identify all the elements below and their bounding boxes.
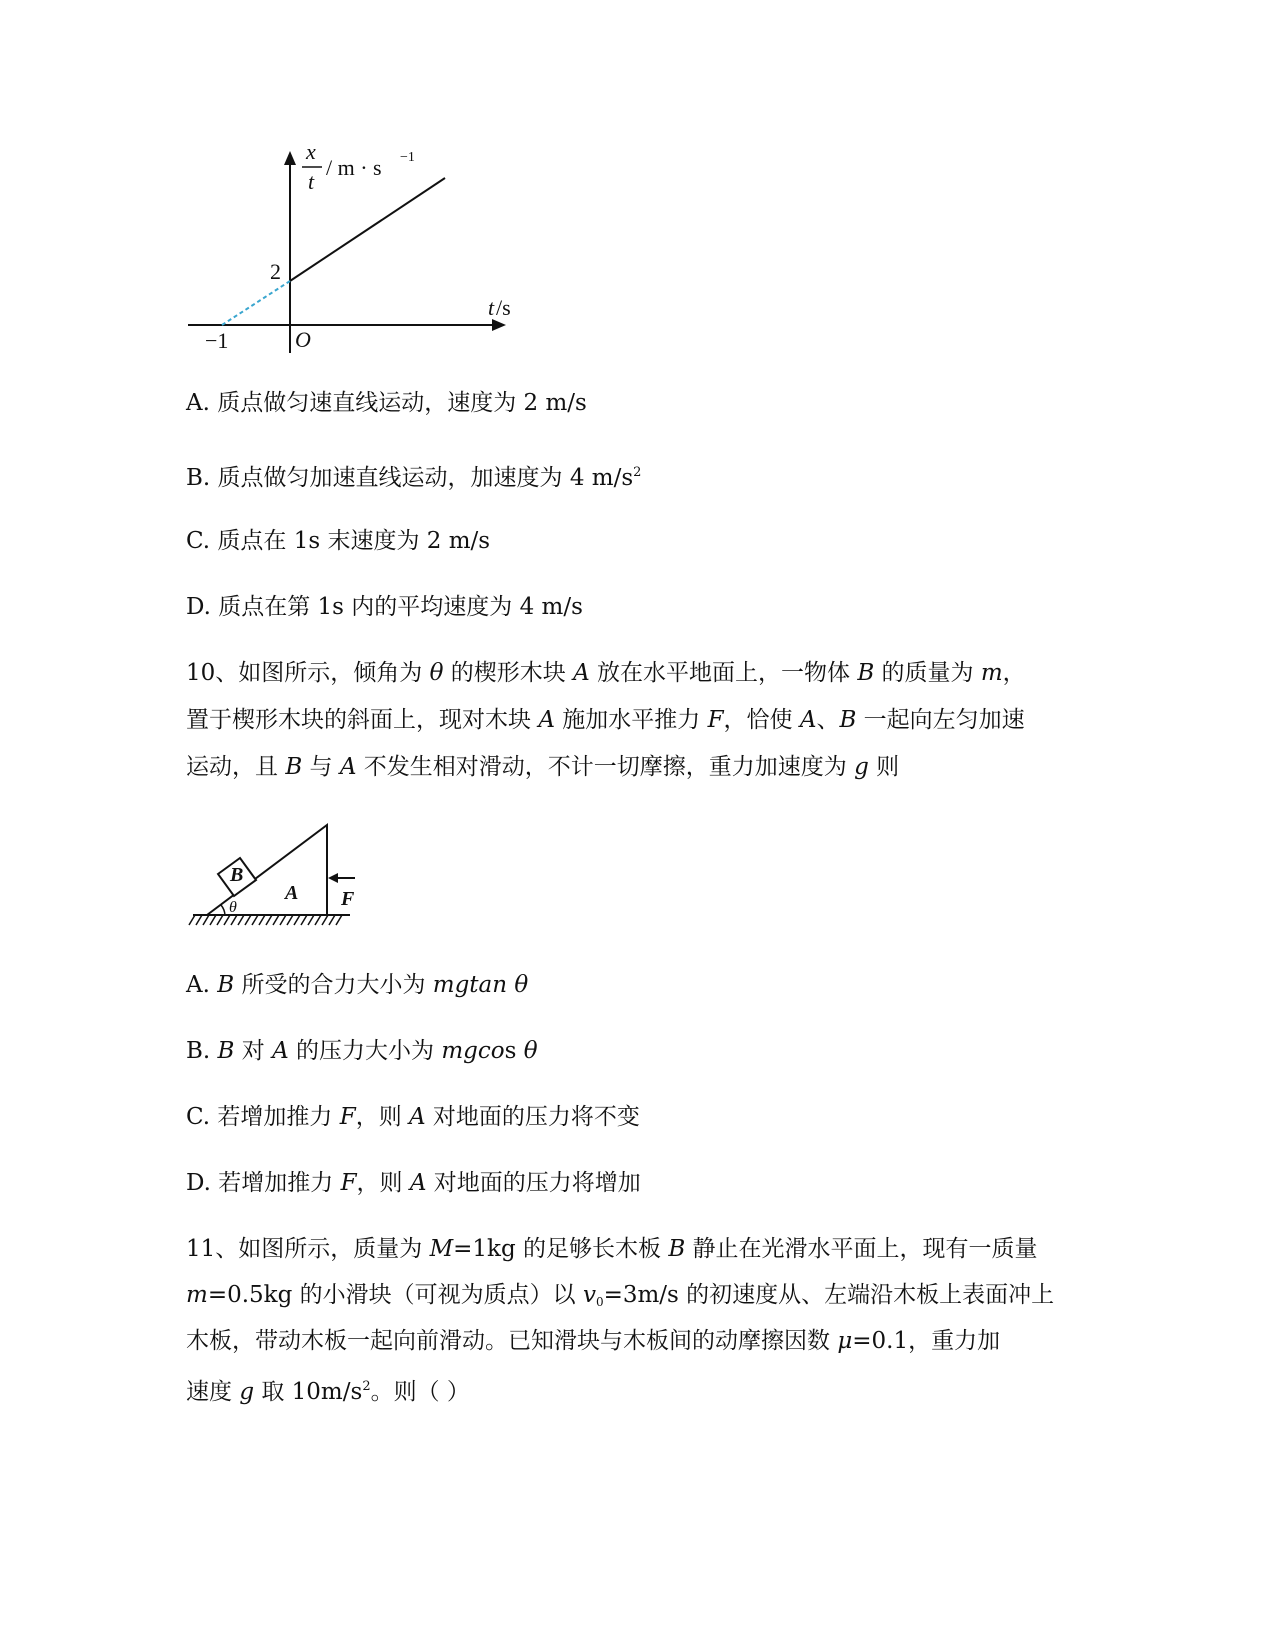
q10-opt-theta: θ [523, 1038, 538, 1064]
q11-stem-line-3 [186, 1326, 1000, 1356]
q11-text: 静止在光滑水平面上，现有一质量 [685, 1236, 1038, 1262]
t-axis-arrow [492, 319, 506, 331]
hatch-mark [196, 915, 202, 925]
q11-stem-line-2 [186, 1280, 1054, 1317]
q10-text: 则 [868, 754, 900, 780]
q10-var-a: A [538, 707, 555, 733]
x-label-t: t [488, 295, 495, 320]
q10-opt-var-b: B [217, 1038, 235, 1064]
tick-label-2: 2 [270, 259, 281, 284]
q11-var-v: v [582, 1282, 596, 1308]
q10-var-b: B [839, 707, 857, 733]
tick-label-minus-1: −1 [205, 328, 229, 353]
q10-text: 置于楔形木块的斜面上，现对木块 [186, 707, 539, 733]
q11-var-v-sub: 0 [595, 1295, 604, 1309]
hatch-mark [336, 915, 342, 925]
q10-text: ， [1002, 660, 1026, 686]
hatch-mark [301, 915, 307, 925]
q10-text: 运动，且 [186, 754, 286, 780]
q10-text: 的楔形木块 [443, 660, 574, 686]
q11-var-m-big: M [429, 1236, 454, 1262]
hatch-mark [224, 915, 230, 925]
hatch-mark [231, 915, 237, 925]
q10-var-f: F [707, 707, 724, 733]
y-label-denominator: t [308, 169, 315, 194]
q11-text: =0.1，重力加 [852, 1328, 1001, 1354]
label-b: B [230, 864, 244, 886]
label-theta: θ [229, 899, 237, 916]
wedge-block-figure [185, 815, 365, 940]
y-label-unit: / m · s [326, 155, 382, 180]
hatch-mark [287, 915, 293, 925]
q10-option-a [186, 970, 528, 1000]
hatch-mark [252, 915, 258, 925]
q10-opt-var-a: A [272, 1038, 289, 1064]
q11-text: =0.5kg 的小滑块（可视为质点）以 [207, 1282, 583, 1308]
q10-stem-line-3 [186, 752, 899, 782]
y-label-exponent: −1 [400, 150, 415, 165]
q10-var-a: A [339, 754, 357, 780]
q11-stem-line-1 [186, 1234, 1038, 1264]
q10-opt-text: A. [186, 972, 218, 998]
hatch-mark [315, 915, 321, 925]
q10-opt-text: ，则 [356, 1170, 410, 1196]
q11-var-m: m [186, 1282, 208, 1308]
hatch-mark [266, 915, 272, 925]
hatch-mark [245, 915, 251, 925]
q10-text: 一起向左匀加速 [856, 707, 1025, 733]
q10-text: ，恰使 [723, 707, 800, 733]
q9-option-a: A. 质点做匀速直线运动，速度为 2 m/s [186, 390, 587, 416]
q10-opt-var-a: A [409, 1104, 426, 1130]
q10-text: 与 [302, 754, 340, 780]
hatch-mark [322, 915, 328, 925]
q9-option-b-text: B. 质点做匀加速直线运动，加速度为 4 m/s [186, 465, 634, 491]
q10-option-d [186, 1168, 641, 1198]
q10-text: 放在水平地面上，一物体 [589, 660, 858, 686]
q10-theta: θ [429, 660, 444, 686]
q9-option-b [186, 458, 641, 493]
q10-opt-text: 对 [234, 1038, 273, 1064]
q10-text: 10、如图所示，倾角为 [186, 660, 430, 686]
q9-option-c: C. 质点在 1s 末速度为 2 m/s [186, 528, 491, 554]
q10-opt-text: 对地面的压力将不变 [425, 1104, 640, 1130]
extrapolated-dashed-line [222, 281, 290, 325]
q10-opt-text: D. 若增加推力 [186, 1170, 341, 1196]
q10-var-a: A [799, 707, 817, 733]
q10-stem-line-1 [186, 658, 1026, 688]
q11-var-mu: μ [837, 1328, 853, 1354]
q10-option-c [186, 1102, 640, 1132]
q10-stem-line-2 [186, 705, 1025, 735]
hatch-mark [210, 915, 216, 925]
q10-opt-expr: mgtan θ [432, 972, 529, 998]
q11-text: 取 10m/s [254, 1379, 363, 1405]
hatch-mark [238, 915, 244, 925]
hatch-mark [280, 915, 286, 925]
hatch-mark [259, 915, 265, 925]
label-a: A [285, 882, 299, 904]
hatch-mark [273, 915, 279, 925]
x-label-unit: /s [496, 295, 511, 320]
origin-label: O [295, 327, 311, 352]
q11-text: =1kg 的足够长木板 [453, 1236, 669, 1262]
q10-opt-expr: s [504, 1038, 524, 1064]
q10-option-b [186, 1036, 538, 1066]
q11-text: =3m/s 的初速度从、左端沿木板上表面冲上 [603, 1282, 1055, 1308]
v-axis-arrow [284, 151, 296, 165]
q10-opt-expr: mgco [441, 1038, 505, 1064]
q9-option-d: D. 质点在第 1s 内的平均速度为 4 m/s [186, 594, 583, 620]
q11-text: 速度 [186, 1379, 240, 1405]
q10-text: 的质量为 [874, 660, 981, 686]
q10-text: 不发生相对滑动，不计一切摩擦，重力加速度为 [356, 754, 855, 780]
q10-var-a: A [573, 660, 590, 686]
q10-opt-var-f: F [339, 1104, 356, 1130]
hatch-mark [203, 915, 209, 925]
ground-hatch [189, 915, 342, 925]
q11-text: 木板，带动木板一起向前滑动。已知滑块与木板间的动摩擦因数 [186, 1328, 838, 1354]
q10-var-g: g [854, 754, 869, 780]
hatch-mark [217, 915, 223, 925]
q11-text: 11、如图所示，质量为 [186, 1236, 430, 1262]
hatch-mark [294, 915, 300, 925]
q10-opt-var-b: B [217, 972, 235, 998]
q11-text: 。则（ ） [370, 1379, 470, 1405]
y-label-numerator: x [306, 139, 316, 164]
q11-stem-line-4 [186, 1372, 470, 1407]
q10-opt-var-f: F [340, 1170, 357, 1196]
q10-var-b: B [857, 660, 875, 686]
q10-opt-text: 所受的合力大小为 [234, 972, 433, 998]
q10-var-b: B [285, 754, 303, 780]
xt-graph-figure [180, 135, 520, 360]
q10-text: 施加水平推力 [554, 707, 708, 733]
hatch-mark [308, 915, 314, 925]
angle-arc [221, 905, 225, 915]
force-f-arrowhead [328, 873, 338, 883]
q10-opt-text: C. 若增加推力 [186, 1104, 340, 1130]
hatch-mark [189, 915, 195, 925]
label-f: F [341, 888, 355, 910]
q11-var-b: B [668, 1236, 686, 1262]
q11-var-g: g [239, 1379, 255, 1405]
q10-text: 、 [816, 707, 840, 733]
q10-opt-text: ，则 [355, 1104, 409, 1130]
q10-opt-var-a: A [409, 1170, 427, 1196]
q10-opt-text: 对地面的压力将增加 [426, 1170, 641, 1196]
q10-opt-text: 的压力大小为 [288, 1038, 442, 1064]
q10-opt-text: B. [186, 1038, 218, 1064]
q9-option-b-sup: 2 [633, 465, 642, 480]
q10-var-m: m [980, 660, 1003, 686]
hatch-mark [329, 915, 335, 925]
q11-sup: 2 [362, 1379, 371, 1394]
